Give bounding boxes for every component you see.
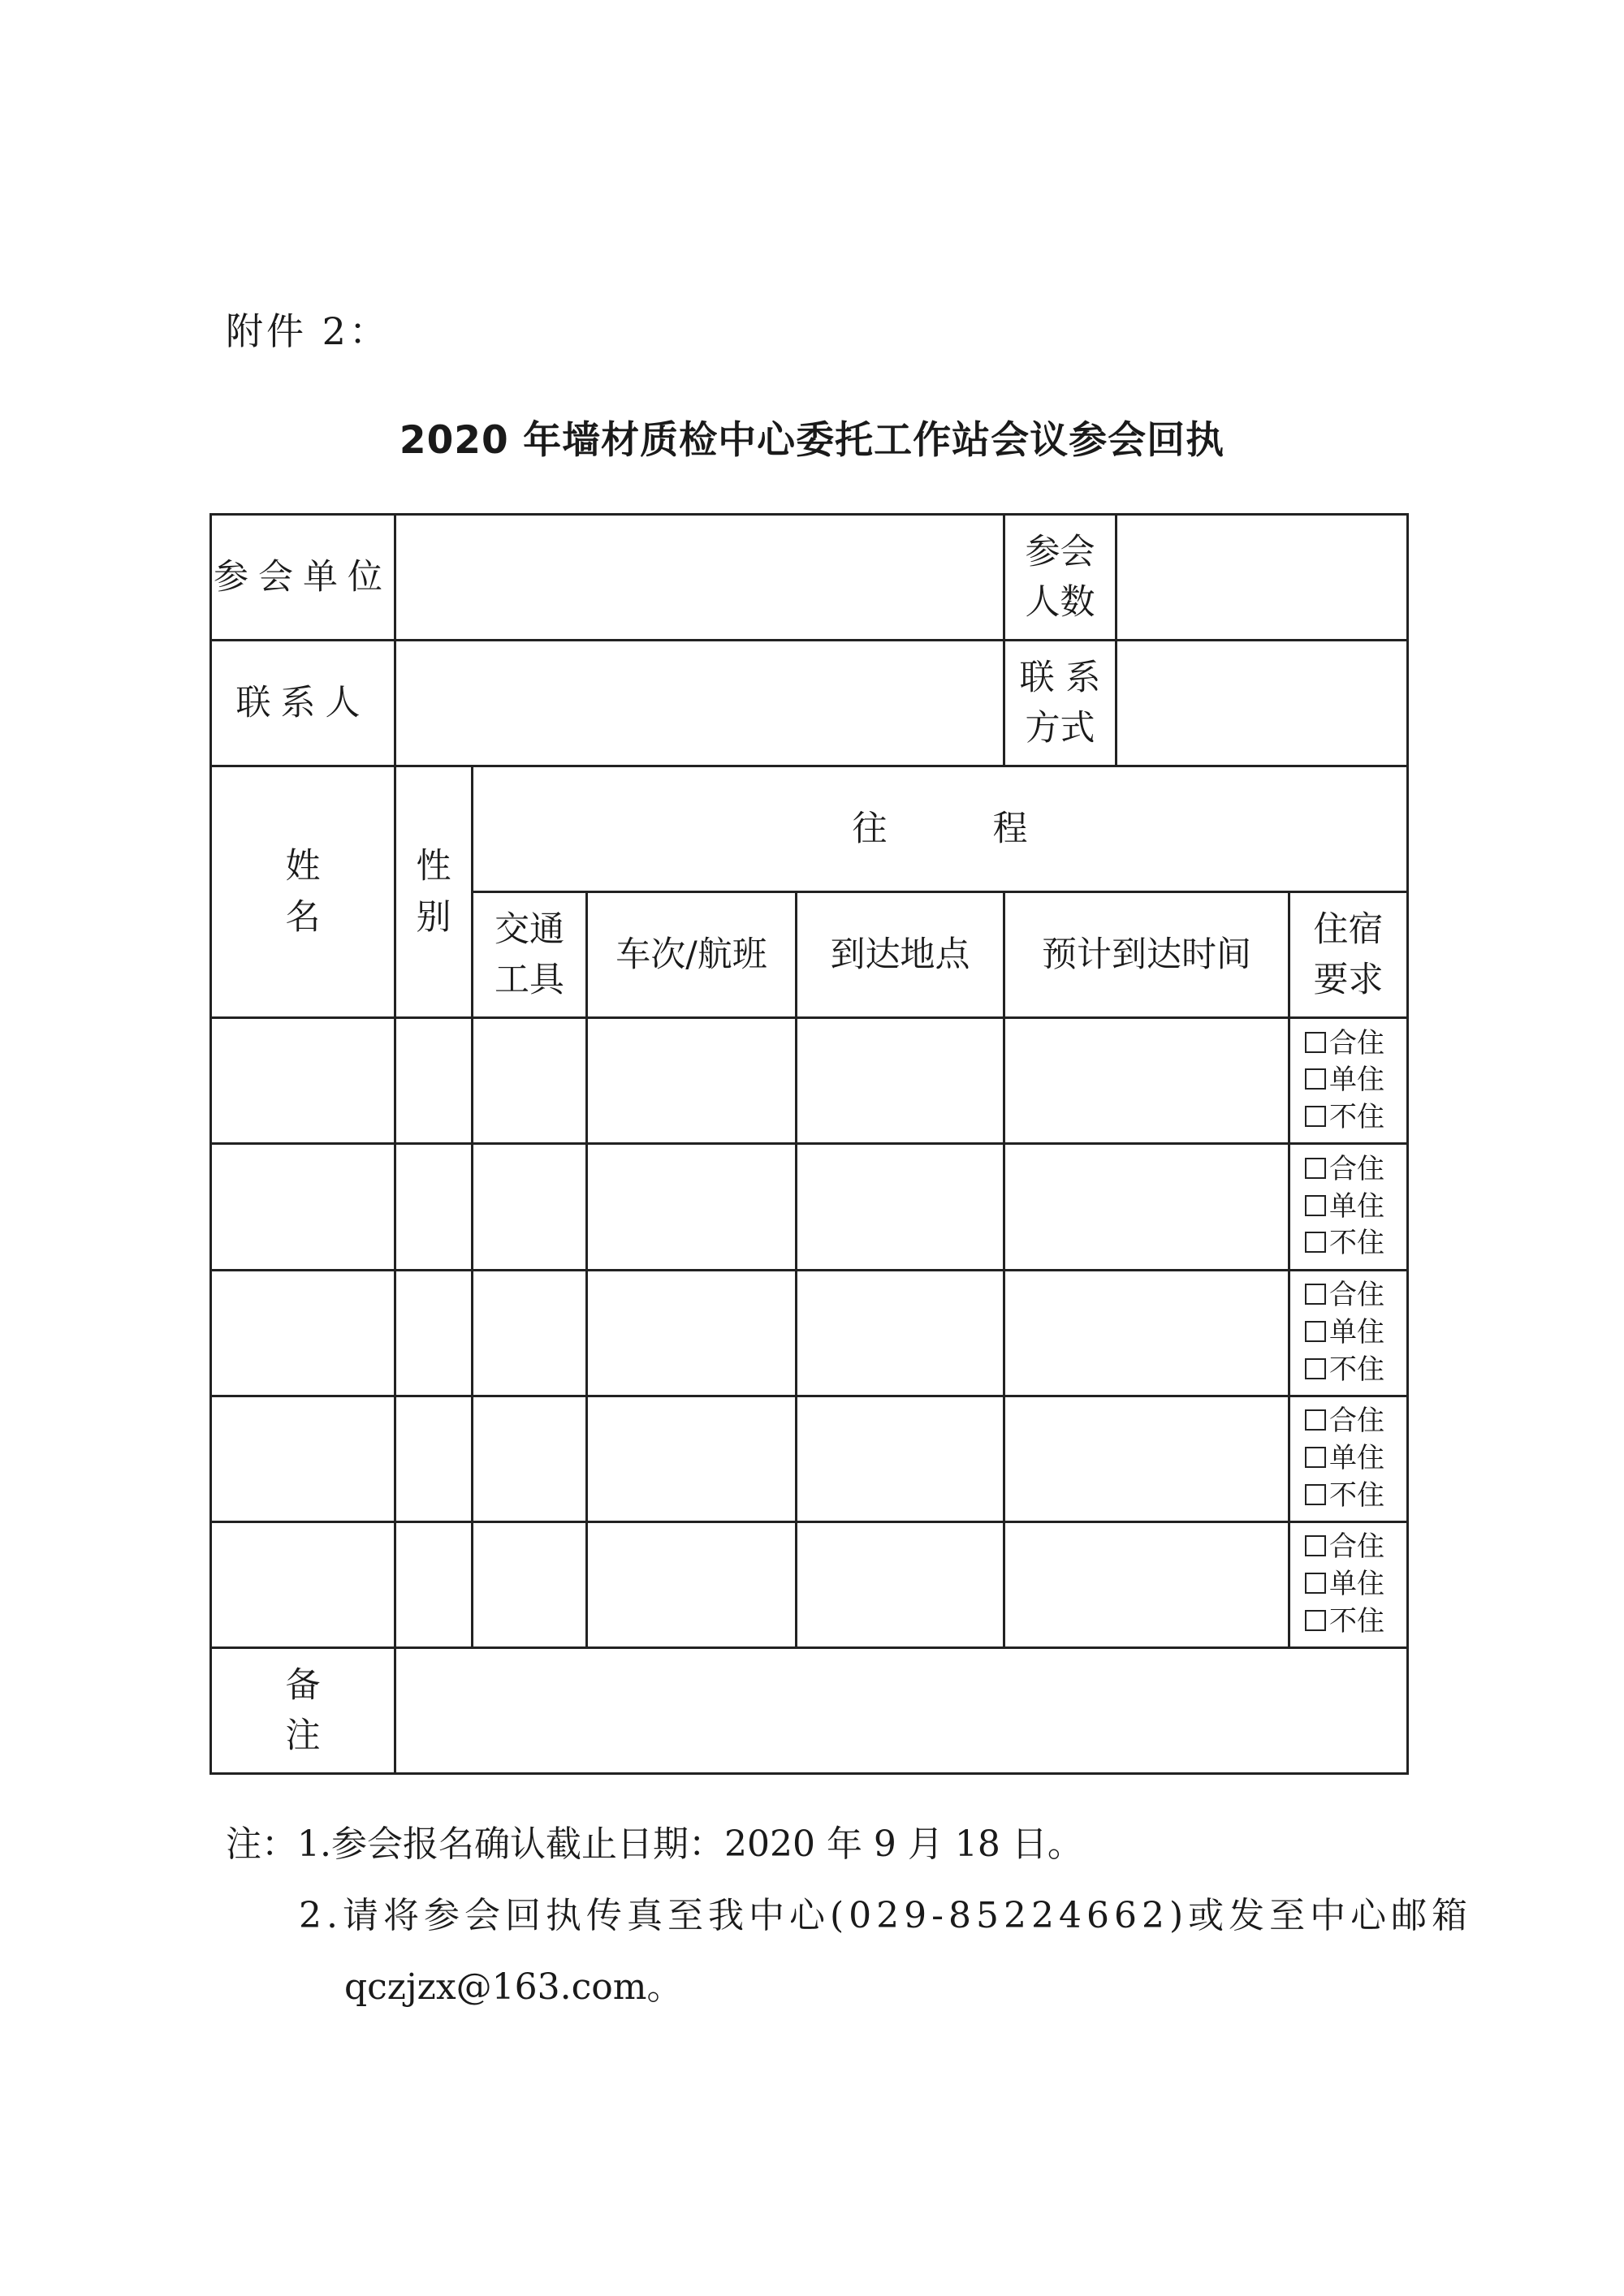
lodging-option-label: 不住: [1329, 1101, 1384, 1134]
form-row-remarks: [211, 1647, 1408, 1773]
form-row-contact: [211, 641, 1408, 766]
checkbox-icon[interactable]: [1305, 1447, 1326, 1468]
checkbox-icon[interactable]: [1305, 1158, 1326, 1179]
unit-field[interactable]: [395, 515, 1004, 641]
note-line-deadline: 注：1.参会报名确认截止日期：2020 年 9 月 18 日。: [226, 1823, 1083, 1865]
attendee-arrival-place-cell[interactable]: [797, 1144, 1004, 1270]
lodging-option-label: 合住: [1329, 1404, 1384, 1437]
contact-method-label: [1004, 641, 1116, 766]
lodging-option-label: 单住: [1329, 1315, 1384, 1349]
registration-form: [209, 513, 1409, 1775]
attendee-train-flight-cell[interactable]: [587, 1018, 797, 1144]
attendee-arrival-time-cell[interactable]: [1004, 1144, 1289, 1270]
lodging-option-label: 单住: [1329, 1441, 1384, 1474]
unit-label: 参会单位: [211, 515, 395, 641]
attendee-transport-cell[interactable]: [473, 1144, 587, 1270]
lodging-option-shared[interactable]: [1305, 1403, 1406, 1440]
page-title: 2020 年墙材质检中心委托工作站会议参会回执: [399, 418, 1225, 463]
checkbox-icon[interactable]: [1305, 1535, 1326, 1556]
count-label-line2: 人数: [1025, 582, 1095, 624]
contact-field[interactable]: [395, 641, 1004, 766]
contact-method-label-line1: 联 系: [1019, 657, 1101, 698]
checkbox-icon[interactable]: [1305, 1484, 1326, 1505]
contact-method-label-line2: 方式: [1025, 708, 1095, 749]
lodging-option-label: 合住: [1329, 1278, 1384, 1311]
lodging-header-line2: 要求: [1313, 960, 1384, 1001]
checkbox-icon[interactable]: [1305, 1068, 1326, 1090]
transport-header-line1: 交通: [495, 908, 564, 950]
checkbox-icon[interactable]: [1305, 1573, 1326, 1594]
remarks-field[interactable]: [395, 1647, 1408, 1773]
attendee-name-cell[interactable]: [211, 1521, 395, 1647]
count-label-line1: 参会: [1025, 531, 1095, 572]
lodging-option-label: 单住: [1329, 1189, 1384, 1223]
lodging-header: [1289, 892, 1408, 1018]
checkbox-icon[interactable]: [1305, 1610, 1326, 1631]
attendee-gender-cell[interactable]: [395, 1521, 473, 1647]
contact-method-field[interactable]: [1116, 641, 1408, 766]
gender-header-line2: 别: [416, 896, 451, 938]
attendee-row: [211, 1144, 1408, 1270]
lodging-options: [1289, 1018, 1408, 1144]
attendee-arrival-place-cell[interactable]: [797, 1270, 1004, 1396]
lodging-option-label: 合住: [1329, 1530, 1384, 1563]
contact-label: 联系人: [211, 641, 395, 766]
attendee-arrival-place-cell[interactable]: [797, 1521, 1004, 1647]
lodging-options: [1289, 1144, 1408, 1270]
attachment-label: 附件 2：: [226, 309, 390, 353]
attendee-arrival-time-cell[interactable]: [1004, 1270, 1289, 1396]
lodging-option-label: 单住: [1329, 1064, 1384, 1097]
attendee-arrival-time-cell[interactable]: [1004, 1521, 1289, 1647]
lodging-options: [1289, 1396, 1408, 1521]
lodging-option-none[interactable]: [1305, 1352, 1406, 1389]
lodging-option-label: 不住: [1329, 1604, 1384, 1638]
lodging-option-shared[interactable]: [1305, 1151, 1406, 1189]
lodging-option-none[interactable]: [1305, 1478, 1406, 1515]
attendee-transport-cell[interactable]: [473, 1521, 587, 1647]
lodging-header-line1: 住宿: [1313, 908, 1384, 950]
remarks-label: 备注: [211, 1647, 395, 1773]
lodging-option-single[interactable]: [1305, 1189, 1406, 1226]
lodging-options: [1289, 1270, 1408, 1396]
name-header: 姓名: [211, 766, 395, 1018]
lodging-option-single[interactable]: [1305, 1314, 1406, 1352]
attendee-transport-cell[interactable]: [473, 1270, 587, 1396]
attendee-arrival-place-cell[interactable]: [797, 1018, 1004, 1144]
attendee-name-cell[interactable]: [211, 1270, 395, 1396]
arrival-place-header: 到达地点: [797, 892, 1004, 1018]
note-line-email: qczjzx@163.com。: [344, 1966, 683, 2008]
checkbox-icon[interactable]: [1305, 1284, 1326, 1305]
lodging-option-label: 不住: [1329, 1478, 1384, 1512]
lodging-option-label: 单住: [1329, 1567, 1384, 1600]
attendee-train-flight-cell[interactable]: [587, 1396, 797, 1521]
arrival-time-header: 预计到达时间: [1004, 892, 1289, 1018]
attendee-gender-cell[interactable]: [395, 1270, 473, 1396]
transport-header-line2: 工具: [495, 960, 564, 1001]
attendee-name-cell[interactable]: [211, 1144, 395, 1270]
checkbox-icon[interactable]: [1305, 1232, 1326, 1253]
lodging-option-shared[interactable]: [1305, 1025, 1406, 1063]
attendee-row: [211, 1396, 1408, 1521]
attendee-train-flight-cell[interactable]: [587, 1270, 797, 1396]
checkbox-icon[interactable]: [1305, 1195, 1326, 1216]
train-flight-header: 车次/航班: [587, 892, 797, 1018]
lodging-option-shared[interactable]: [1305, 1277, 1406, 1314]
lodging-option-label: 不住: [1329, 1227, 1384, 1260]
attendee-row: [211, 1018, 1408, 1144]
transport-header: [473, 892, 587, 1018]
attendee-name-cell[interactable]: [211, 1018, 395, 1144]
form-row-unit: [211, 515, 1408, 641]
attendee-transport-cell[interactable]: [473, 1018, 587, 1144]
checkbox-icon[interactable]: [1305, 1358, 1326, 1379]
lodging-option-shared[interactable]: [1305, 1529, 1406, 1566]
attendee-arrival-place-cell[interactable]: [797, 1396, 1004, 1521]
lodging-option-single[interactable]: [1305, 1440, 1406, 1478]
lodging-option-single[interactable]: [1305, 1062, 1406, 1099]
checkbox-icon[interactable]: [1305, 1321, 1326, 1342]
attendee-row: [211, 1521, 1408, 1647]
lodging-option-label: 不住: [1329, 1353, 1384, 1386]
lodging-option-label: 合住: [1329, 1026, 1384, 1060]
checkbox-icon[interactable]: [1305, 1032, 1326, 1053]
lodging-option-label: 合住: [1329, 1152, 1384, 1185]
attendee-arrival-time-cell[interactable]: [1004, 1018, 1289, 1144]
attendee-train-flight-cell[interactable]: [587, 1144, 797, 1270]
note-line-fax: 2.请将参会回执传真至我中心(029-85224662)或发至中心邮箱: [299, 1895, 1473, 1936]
form-row-header-1: [211, 766, 1408, 892]
attendee-name-cell[interactable]: [211, 1396, 395, 1521]
lodging-options: [1289, 1521, 1408, 1647]
gender-header-line1: 性: [416, 846, 451, 887]
attendee-row: [211, 1270, 1408, 1396]
lodging-option-none[interactable]: [1305, 1603, 1406, 1641]
gender-header: [395, 766, 473, 1018]
count-field[interactable]: [1116, 515, 1408, 641]
trip-header: 往程: [473, 766, 1408, 892]
attendee-train-flight-cell[interactable]: [587, 1521, 797, 1647]
attendee-gender-cell[interactable]: [395, 1396, 473, 1521]
count-label: [1004, 515, 1116, 641]
lodging-option-none[interactable]: [1305, 1225, 1406, 1262]
checkbox-icon[interactable]: [1305, 1409, 1326, 1431]
attendee-gender-cell[interactable]: [395, 1018, 473, 1144]
attendee-transport-cell[interactable]: [473, 1396, 587, 1521]
attendee-arrival-time-cell[interactable]: [1004, 1396, 1289, 1521]
lodging-option-none[interactable]: [1305, 1099, 1406, 1137]
checkbox-icon[interactable]: [1305, 1106, 1326, 1127]
notes: [226, 1809, 1473, 2023]
attendee-gender-cell[interactable]: [395, 1144, 473, 1270]
lodging-option-single[interactable]: [1305, 1566, 1406, 1603]
